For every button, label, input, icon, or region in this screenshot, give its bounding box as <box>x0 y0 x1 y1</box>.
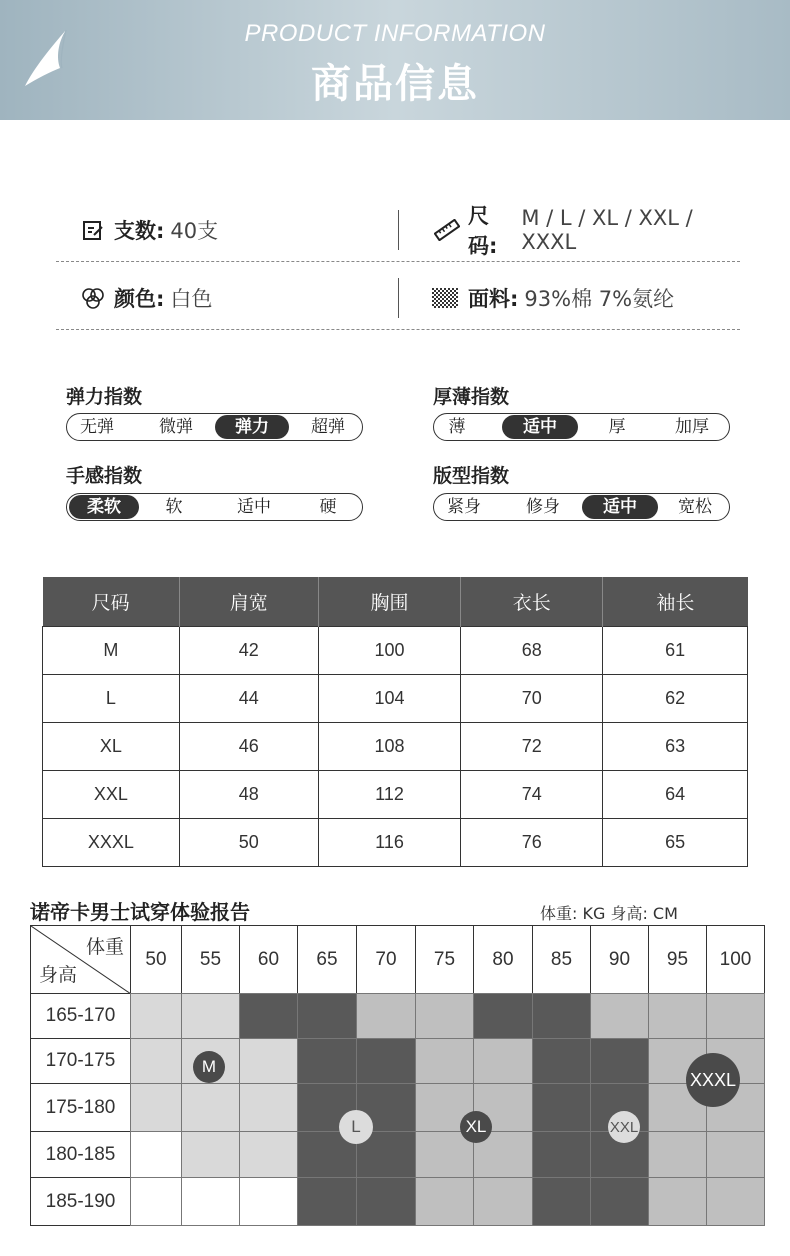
elasticity-option: 微弹 <box>159 417 193 437</box>
weight-header: 55 <box>181 925 240 994</box>
fit-cell <box>473 1038 533 1084</box>
fabric-texture-icon <box>430 285 460 311</box>
fit-cell <box>532 993 591 1039</box>
fit-cell <box>297 1177 357 1226</box>
table-cell: 112 <box>318 770 461 818</box>
table-cell: XL <box>43 722 180 770</box>
table-cell: 100 <box>318 626 461 674</box>
size-badge-xl: XL <box>460 1111 492 1143</box>
table-cell: 68 <box>461 626 603 674</box>
fit-cell <box>590 1177 649 1226</box>
fit-scale <box>433 493 730 521</box>
fit-cell <box>356 993 416 1039</box>
fit-cell <box>415 993 474 1039</box>
col-chest: 胸围 <box>318 577 461 626</box>
fit-report-grid <box>30 925 764 1225</box>
elasticity-option: 弹力 <box>215 415 289 439</box>
fit-cell <box>130 993 182 1039</box>
fit-cell <box>239 993 298 1039</box>
feel-title: 手感指数 <box>66 465 143 487</box>
table-cell: 104 <box>318 674 461 722</box>
thickness-scale <box>433 413 730 441</box>
weight-header: 100 <box>706 925 765 994</box>
fit-cell <box>532 1177 591 1226</box>
table-row <box>43 722 748 770</box>
fit-option: 宽松 <box>678 497 712 517</box>
height-header: 175-180 <box>30 1083 131 1132</box>
elasticity-title: 弹力指数 <box>66 386 143 408</box>
thickness-option: 加厚 <box>675 417 709 437</box>
header-banner <box>0 0 790 120</box>
height-header: 185-190 <box>30 1177 131 1226</box>
corner-header <box>30 925 131 994</box>
fit-cell <box>706 1131 765 1178</box>
fit-cell <box>706 1177 765 1226</box>
table-cell: 50 <box>179 818 318 866</box>
size-label: 尺码: <box>468 204 498 258</box>
fit-cell <box>415 1038 474 1084</box>
table-cell: 62 <box>603 674 748 722</box>
table-cell: 42 <box>179 626 318 674</box>
fit-cell <box>532 1083 591 1132</box>
table-row <box>43 674 748 722</box>
fit-cell <box>297 1038 357 1084</box>
fit-cell <box>239 1177 298 1226</box>
fit-option: 适中 <box>582 495 658 519</box>
weight-header: 85 <box>532 925 591 994</box>
fit-cell <box>648 1177 707 1226</box>
fit-cell <box>297 993 357 1039</box>
height-header: 180-185 <box>30 1131 131 1178</box>
fit-cell <box>239 1038 298 1084</box>
info-row-1 <box>56 202 740 262</box>
col-length: 衣长 <box>461 577 603 626</box>
table-cell: 61 <box>603 626 748 674</box>
fit-cell <box>130 1131 182 1178</box>
thickness-option: 厚 <box>608 417 626 437</box>
size-badge-l: L <box>339 1110 373 1144</box>
thickness-title: 厚薄指数 <box>433 386 510 408</box>
weight-header: 95 <box>648 925 707 994</box>
size-badge-xxxl: XXXL <box>686 1053 740 1107</box>
elasticity-scale <box>66 413 363 441</box>
edit-note-icon <box>80 217 106 243</box>
col-shoulder: 肩宽 <box>179 577 318 626</box>
corner-weight-label: 体重 <box>85 937 124 958</box>
fit-option: 紧身 <box>447 497 481 517</box>
feel-option: 适中 <box>237 497 271 517</box>
size-badge-m: M <box>193 1051 225 1083</box>
thickness-option: 薄 <box>448 417 466 437</box>
size-range <box>434 202 740 258</box>
fabric <box>430 270 674 326</box>
yarn-count <box>80 202 218 258</box>
header-title-en: PRODUCT INFORMATION <box>244 20 546 47</box>
divider <box>398 278 399 318</box>
table-cell: 48 <box>179 770 318 818</box>
table-cell: 72 <box>461 722 603 770</box>
fit-cell <box>532 1038 591 1084</box>
table-cell: M <box>43 626 180 674</box>
table-cell: 74 <box>461 770 603 818</box>
weight-header: 90 <box>590 925 649 994</box>
fit-cell <box>473 993 533 1039</box>
size-value: M / L / XL / XXL / XXXL <box>521 206 693 254</box>
color-label: 颜色: <box>114 287 165 311</box>
header-title-cn: 商品信息 <box>311 61 479 107</box>
fit-cell <box>648 993 707 1039</box>
table-row <box>43 770 748 818</box>
fit-cell <box>356 1038 416 1084</box>
feel-option: 硬 <box>319 497 337 517</box>
weight-header: 60 <box>239 925 298 994</box>
col-size: 尺码 <box>43 577 180 626</box>
fit-option: 修身 <box>526 497 560 517</box>
yarn-count-value: 40支 <box>170 219 219 243</box>
height-header: 170-175 <box>30 1038 131 1084</box>
size-table-header <box>43 577 748 626</box>
table-cell: 116 <box>318 818 461 866</box>
fit-cell <box>648 1131 707 1178</box>
report-title: 诺帝卡男士试穿体验报告 <box>30 900 250 924</box>
size-table <box>42 577 748 867</box>
fit-cell <box>356 1177 416 1226</box>
elasticity-option: 无弹 <box>80 417 114 437</box>
divider <box>398 210 399 250</box>
corner-height-label: 身高 <box>39 965 78 986</box>
weight-header: 75 <box>415 925 474 994</box>
fit-cell <box>130 1083 182 1132</box>
elasticity-option: 超弹 <box>311 417 345 437</box>
color <box>80 270 212 326</box>
fit-cell <box>181 1131 240 1178</box>
col-sleeve: 袖长 <box>603 577 748 626</box>
table-cell: 76 <box>461 818 603 866</box>
height-header: 165-170 <box>30 993 131 1039</box>
table-cell: 63 <box>603 722 748 770</box>
weight-header: 80 <box>473 925 533 994</box>
table-cell: 108 <box>318 722 461 770</box>
table-row <box>43 818 748 866</box>
table-cell: XXXL <box>43 818 180 866</box>
color-value: 白色 <box>170 287 213 311</box>
weight-header: 65 <box>297 925 357 994</box>
fit-cell <box>473 1177 533 1226</box>
fit-cell <box>590 993 649 1039</box>
fit-cell <box>239 1131 298 1178</box>
report-unit: 体重: KG 身高: CM <box>540 904 678 923</box>
fit-cell <box>532 1131 591 1178</box>
fit-cell <box>181 1177 240 1226</box>
feel-option: 柔软 <box>69 495 139 519</box>
info-row-2 <box>56 270 740 330</box>
color-circles-icon <box>80 285 106 311</box>
fit-cell <box>181 993 240 1039</box>
table-cell: 46 <box>179 722 318 770</box>
fit-cell <box>706 993 765 1039</box>
table-cell: 65 <box>603 818 748 866</box>
fit-cell <box>590 1038 649 1084</box>
fit-cell <box>130 1038 182 1084</box>
size-badge-xxl: XXL <box>608 1111 640 1143</box>
table-cell: 44 <box>179 674 318 722</box>
ruler-icon <box>434 217 460 243</box>
feel-option: 软 <box>165 497 183 517</box>
fabric-label: 面料: <box>468 287 519 311</box>
fit-cell <box>181 1083 240 1132</box>
table-cell: 70 <box>461 674 603 722</box>
fabric-value: 93%棉 7%氨纶 <box>524 287 675 311</box>
fit-cell <box>415 1177 474 1226</box>
thickness-option: 适中 <box>502 415 578 439</box>
fit-title: 版型指数 <box>433 465 510 487</box>
table-row <box>43 626 748 674</box>
table-cell: XXL <box>43 770 180 818</box>
fit-cell <box>239 1083 298 1132</box>
weight-header: 50 <box>130 925 182 994</box>
fit-cell <box>130 1177 182 1226</box>
feel-scale <box>66 493 363 521</box>
yarn-count-label: 支数: <box>114 219 165 243</box>
table-cell: L <box>43 674 180 722</box>
table-cell: 64 <box>603 770 748 818</box>
weight-header: 70 <box>356 925 416 994</box>
